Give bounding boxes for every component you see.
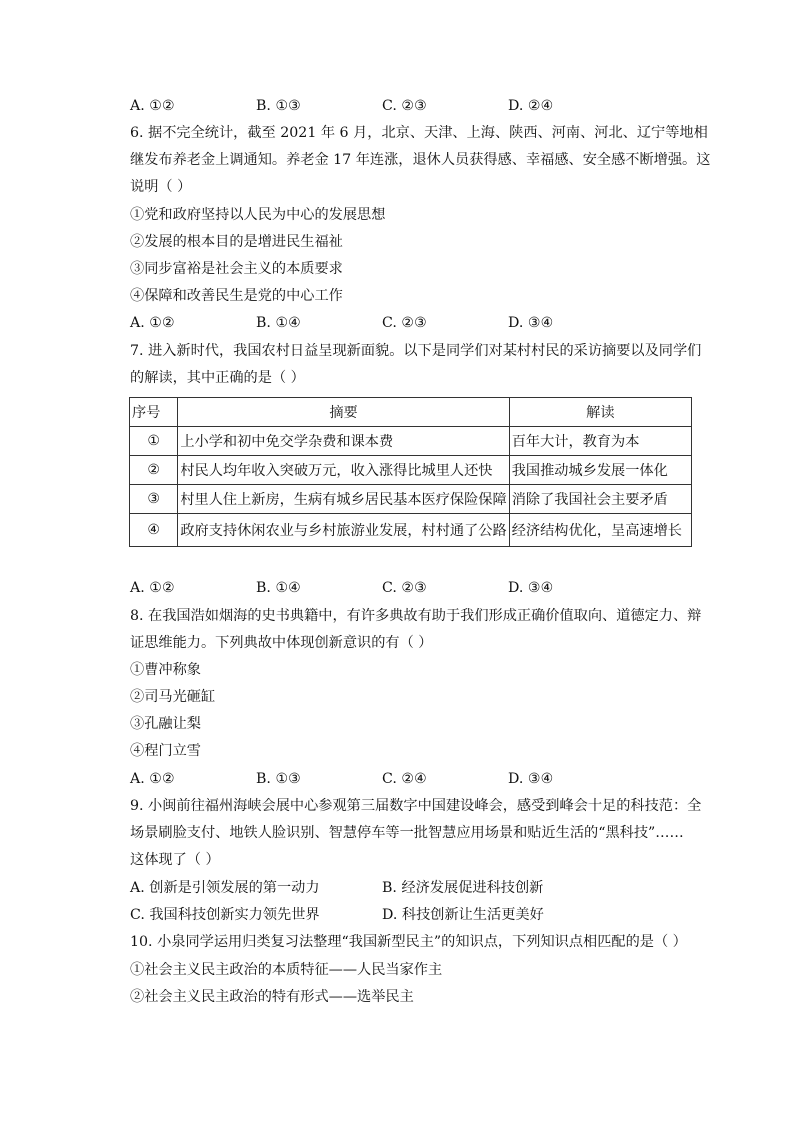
q9-options-row-2 bbox=[130, 905, 690, 925]
q8-stem-line-2: 证思维能力。下列典故中体现创新意识的有（ ） bbox=[130, 635, 433, 651]
table-cell-summary: 村民人均年收入突破万元，收入涨得比城里人还快 bbox=[178, 456, 509, 485]
q9-option-d: D. 科技创新让生活更美好 bbox=[382, 907, 544, 923]
q5-option-a: A. ①② bbox=[130, 98, 175, 114]
q9-options-row-1 bbox=[130, 878, 690, 898]
table-cell-interpretation: 我国推动城乡发展一体化 bbox=[509, 456, 691, 485]
q8-statement-2: ②司马光砸缸 bbox=[130, 689, 216, 705]
q6-option-d: D. ③④ bbox=[508, 315, 554, 331]
q9-stem-line-3: 这体现了（ ） bbox=[130, 852, 220, 868]
table-cell-summary: 上小学和初中免交学杂费和课本费 bbox=[178, 427, 509, 456]
q6-option-c: C. ②③ bbox=[382, 315, 427, 331]
q7-option-a: A. ①② bbox=[130, 580, 175, 596]
table-row bbox=[130, 514, 692, 547]
q6-statement-2: ②发展的根本目的是增进民生福祉 bbox=[130, 234, 343, 250]
table-header-interpretation: 解读 bbox=[509, 398, 691, 427]
q6-stem-line-1: 6. 据不完全统计，截至 2021 年 6 月，北京、天津、上海、陕西、河南、河北、辽宁等地相 bbox=[130, 125, 708, 141]
q10-statement-1: ①社会主义民主政治的本质特征——人民当家作主 bbox=[130, 962, 443, 978]
q7-option-b: B. ①④ bbox=[256, 580, 301, 596]
table-cell-interpretation: 经济结构优化，呈高速增长 bbox=[509, 514, 691, 547]
q8-statement-4: ④程门立雪 bbox=[130, 743, 201, 759]
q10-statement-2: ②社会主义民主政治的特有形式——选举民主 bbox=[130, 989, 414, 1005]
q8-option-d: D. ③④ bbox=[508, 771, 554, 787]
table-cell-index: ③ bbox=[130, 485, 178, 514]
q5-option-c: C. ②③ bbox=[382, 98, 427, 114]
table-cell-summary: 村里人住上新房，生病有城乡居民基本医疗保险保障 bbox=[178, 485, 509, 514]
q6-option-b: B. ①④ bbox=[256, 315, 301, 331]
table-header-index: 序号 bbox=[130, 398, 178, 427]
table-row bbox=[130, 456, 692, 485]
q8-statement-3: ③孔融让梨 bbox=[130, 716, 201, 732]
table-row bbox=[130, 485, 692, 514]
table-cell-index: ② bbox=[130, 456, 178, 485]
q7-option-d: D. ③④ bbox=[508, 580, 554, 596]
q6-stem-line-3: 说明（ ） bbox=[130, 179, 192, 195]
q8-option-a: A. ①② bbox=[130, 771, 175, 787]
q5-options bbox=[130, 96, 690, 116]
table-cell-summary: 政府支持休闲农业与乡村旅游业发展，村村通了公路 bbox=[178, 514, 509, 547]
q9-stem-line-1: 9. 小闽前往福州海峡会展中心参观第三届数字中国建设峰会，感受到峰会十足的科技范：全 bbox=[130, 798, 702, 814]
table-cell-interpretation: 消除了我国社会主要矛盾 bbox=[509, 485, 691, 514]
table-header-summary: 摘要 bbox=[178, 398, 509, 427]
q5-option-d: D. ②④ bbox=[508, 98, 554, 114]
q6-statement-1: ①党和政府坚持以人民为中心的发展思想 bbox=[130, 207, 386, 223]
table-row bbox=[130, 427, 692, 456]
table-cell-interpretation: 百年大计，教育为本 bbox=[509, 427, 691, 456]
table-cell-index: ① bbox=[130, 427, 178, 456]
q7-stem-line-2: 的解读，其中正确的是（ ） bbox=[130, 370, 305, 386]
q8-statement-1: ①曹冲称象 bbox=[130, 662, 201, 678]
q9-option-b: B. 经济发展促进科技创新 bbox=[382, 880, 544, 896]
table-header-row bbox=[130, 398, 692, 427]
q10-stem-line-1: 10. 小泉同学运用归类复习法整理“我国新型民主”的知识点，下列知识点相匹配的是（ ） bbox=[130, 934, 687, 950]
q8-option-c: C. ②④ bbox=[382, 771, 427, 787]
q6-options bbox=[130, 313, 690, 333]
q7-options bbox=[130, 578, 690, 598]
q6-statement-3: ③同步富裕是社会主义的本质要求 bbox=[130, 261, 343, 277]
q6-statement-4: ④保障和改善民生是党的中心工作 bbox=[130, 288, 343, 304]
q9-option-c: C. 我国科技创新实力领先世界 bbox=[130, 907, 320, 923]
q9-stem-line-2: 场景刷脸支付、地铁人脸识别、智慧停车等一批智慧应用场景和贴近生活的“黑科技”…… bbox=[130, 825, 684, 841]
q6-option-a: A. ①② bbox=[130, 315, 175, 331]
table-cell-index: ④ bbox=[130, 514, 178, 547]
q9-option-a: A. 创新是引领发展的第一动力 bbox=[130, 880, 320, 896]
q7-option-c: C. ②③ bbox=[382, 580, 427, 596]
q7-stem-line-1: 7. 进入新时代，我国农村日益呈现新面貌。以下是同学们对某村村民的采访摘要以及同学们 bbox=[130, 343, 702, 359]
q8-option-b: B. ①③ bbox=[256, 771, 301, 787]
q5-option-b: B. ①③ bbox=[256, 98, 301, 114]
q8-stem-line-1: 8. 在我国浩如烟海的史书典籍中，有许多典故有助于我们形成正确价值取向、道德定力、辩 bbox=[130, 608, 702, 624]
q6-stem-line-2: 继发布养老金上调通知。养老金 17 年连涨，退休人员获得感、幸福感、安全感不断增强。这 bbox=[130, 152, 711, 168]
q8-options bbox=[130, 769, 690, 789]
q7-table bbox=[129, 397, 692, 547]
